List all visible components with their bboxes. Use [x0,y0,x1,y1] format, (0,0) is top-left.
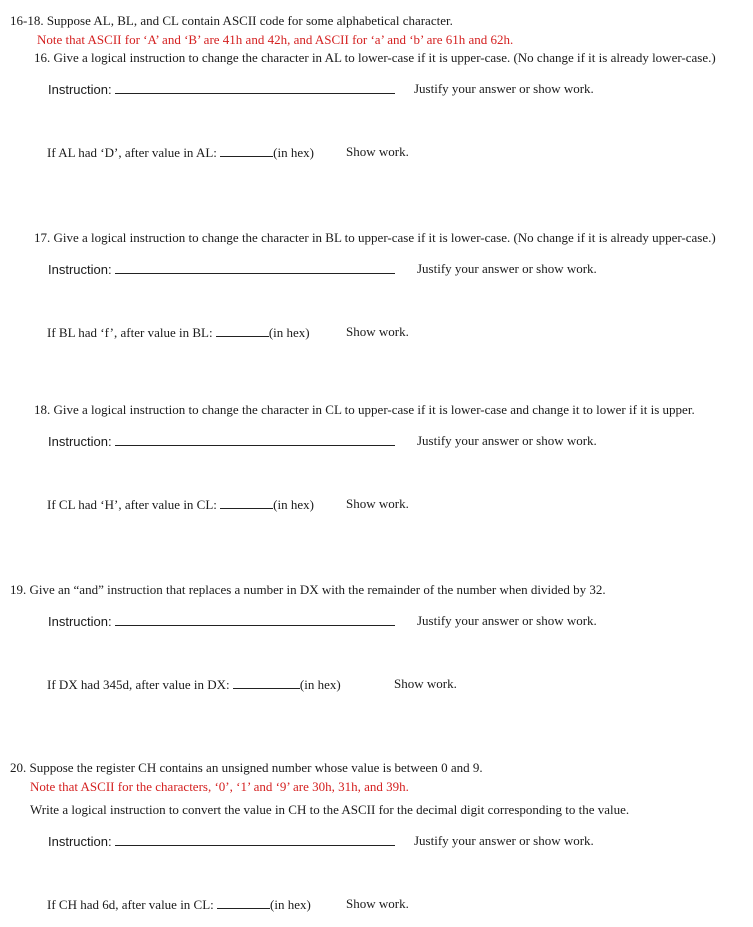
q19-justify: Justify your answer or show work. [417,613,597,628]
q17-instruction-blank[interactable] [115,261,395,274]
q16-case-text: If AL had ‘D’, after value in AL: [47,145,221,160]
ascii-note: Note that ASCII for ‘A’ and ‘B’ are 41h and 42h, and ASCII for ‘a’ and ‘b’ are 61h and 62h. [37,32,514,47]
q19-instruction-blank[interactable] [115,613,395,626]
q20-show-work: Show work. [346,896,409,911]
instruction-label: Instruction: [48,434,116,449]
hex-label: (in hex) [299,677,341,692]
q16-case-row [47,144,314,161]
q16-show-work: Show work. [346,144,409,159]
hex-label: (in hex) [273,497,314,512]
section-header: 16-18. Suppose AL, BL, and CL contain ASCII code for some alphabetical character. [10,13,453,28]
q19-case-text: If DX had 345d, after value in DX: [47,677,233,692]
q18-prompt: 18. Give a logical instruction to change the character in CL to upper-case if it is lower-case and change it to lower if it is upper. [34,402,695,417]
q17-show-work: Show work. [346,324,409,339]
q18-case-row [47,496,314,513]
q20-instruction-row [48,833,395,850]
instruction-label: Instruction: [48,614,116,629]
hex-label: (in hex) [268,325,310,340]
q18-justify: Justify your answer or show work. [417,433,597,448]
q20-instruction-blank[interactable] [115,833,395,846]
instruction-label: Instruction: [48,834,116,849]
q17-case-text: If BL had ‘f’, after value in BL: [47,325,216,340]
hex-label: (in hex) [273,145,314,160]
instruction-label: Instruction: [48,262,116,277]
q17-answer-blank[interactable] [216,324,269,337]
q16-instruction-row [48,81,395,98]
q20-answer-blank[interactable] [217,896,270,909]
q16-prompt: 16. Give a logical instruction to change the character in AL to lower-case if it is upper-case. (No change if it is already lower-case.) [34,50,716,65]
instruction-label: Instruction: [48,82,116,97]
q20-task: Write a logical instruction to convert the value in CH to the ASCII for the decimal digit corresponding to the value. [30,802,630,817]
q19-prompt: 19. Give an “and” instruction that replaces a number in DX with the remainder of the number when divided by 32. [10,582,606,597]
q16-justify: Justify your answer or show work. [414,81,594,96]
q20-prompt: 20. Suppose the register CH contains an unsigned number whose value is between 0 and 9. [10,760,483,775]
q20-case-row [47,896,311,913]
q18-instruction-blank[interactable] [115,433,395,446]
q19-case-row [47,676,341,693]
q20-justify: Justify your answer or show work. [414,833,594,848]
q16-answer-blank[interactable] [220,144,273,157]
q16-instruction-blank[interactable] [115,81,395,94]
q19-instruction-row [48,613,395,630]
q18-case-text: If CL had ‘H’, after value in CL: [47,497,221,512]
q17-instruction-row [48,261,395,278]
q19-show-work: Show work. [394,676,457,691]
q20-case-text: If CH had 6d, after value in CL: [47,897,218,912]
q17-case-row [47,324,310,341]
hex-label: (in hex) [270,897,311,912]
q17-justify: Justify your answer or show work. [417,261,597,276]
q18-show-work: Show work. [346,496,409,511]
q19-answer-blank[interactable] [233,676,300,689]
q18-answer-blank[interactable] [220,496,273,509]
q20-ascii-note: Note that ASCII for the characters, ‘0’, ‘1’ and ‘9’ are 30h, 31h, and 39h. [30,779,409,794]
q18-instruction-row [48,433,395,450]
q17-prompt: 17. Give a logical instruction to change the character in BL to upper-case if it is lower-case. (No change if it is already upper-case.) [34,230,716,245]
